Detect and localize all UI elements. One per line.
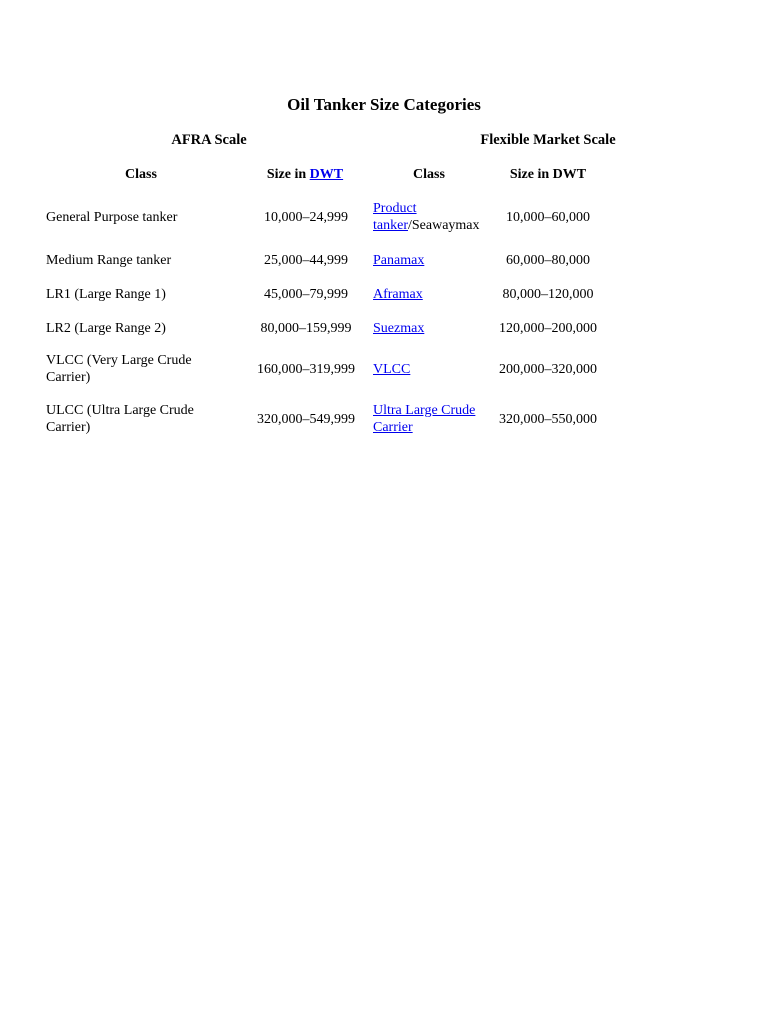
table-row [0, 402, 768, 436]
afra-size-header [255, 166, 355, 184]
afra-size-cell: 25,000–44,999 [264, 252, 348, 268]
afra-size-header-text: Size in [266, 167, 310, 182]
table-row [0, 352, 768, 386]
flexible-size-cell: 60,000–80,000 [506, 252, 590, 268]
afra-scale-heading: AFRA Scale [171, 132, 247, 148]
flexible-class-cell [373, 402, 485, 436]
flexible-class-cell [373, 250, 485, 270]
table-row [0, 318, 768, 338]
afra-size-cell: 160,000–319,999 [257, 361, 355, 377]
afra-size-cell: 80,000–159,999 [260, 320, 352, 336]
ultra-large-crude-carrier-link[interactable]: Ultra Large Crude Carrier [373, 403, 476, 435]
afra-class-cell: VLCC (Very Large Crude Carrier) [46, 353, 192, 385]
flexible-size-cell: 80,000–120,000 [502, 286, 594, 302]
aframax-link[interactable]: Aframax [373, 286, 423, 302]
flexible-class-cell [373, 200, 485, 234]
flexible-class-header: Class [413, 167, 445, 182]
afra-size-cell: 45,000–79,999 [264, 286, 348, 302]
suezmax-link[interactable]: Suezmax [373, 320, 425, 336]
afra-class-cell: Medium Range tanker [46, 252, 172, 268]
flexible-class-cell [373, 284, 485, 304]
afra-class-header: Class [125, 167, 157, 182]
table-row [0, 284, 768, 304]
dwt-link[interactable]: DWT [309, 167, 344, 182]
afra-class-cell: General Purpose tanker [46, 209, 178, 225]
flexible-class-suffix: /Seawaymax [407, 218, 480, 233]
panamax-link[interactable]: Panamax [373, 252, 425, 268]
vlcc-link[interactable]: VLCC [373, 361, 411, 377]
table-row [0, 250, 768, 270]
flexible-class-cell [373, 352, 485, 386]
afra-size-cell: 320,000–549,999 [257, 411, 355, 427]
flexible-class-cell [373, 318, 485, 338]
flexible-size-cell: 320,000–550,000 [499, 411, 597, 427]
afra-class-cell: LR1 (Large Range 1) [46, 286, 166, 302]
product-tanker-link[interactable]: Product tanker [373, 201, 417, 233]
flexible-scale-heading: Flexible Market Scale [480, 132, 616, 148]
table-row [0, 200, 768, 234]
flexible-size-header: Size in DWT [509, 167, 587, 182]
flexible-size-cell: 200,000–320,000 [499, 361, 597, 377]
afra-class-cell: ULCC (Ultra Large Crude Carrier) [46, 403, 194, 435]
page-title: Oil Tanker Size Categories [287, 95, 481, 114]
afra-size-cell: 10,000–24,999 [264, 209, 348, 225]
flexible-size-cell: 10,000–60,000 [506, 209, 590, 225]
flexible-size-cell: 120,000–200,000 [499, 320, 597, 336]
afra-class-cell: LR2 (Large Range 2) [46, 320, 166, 336]
